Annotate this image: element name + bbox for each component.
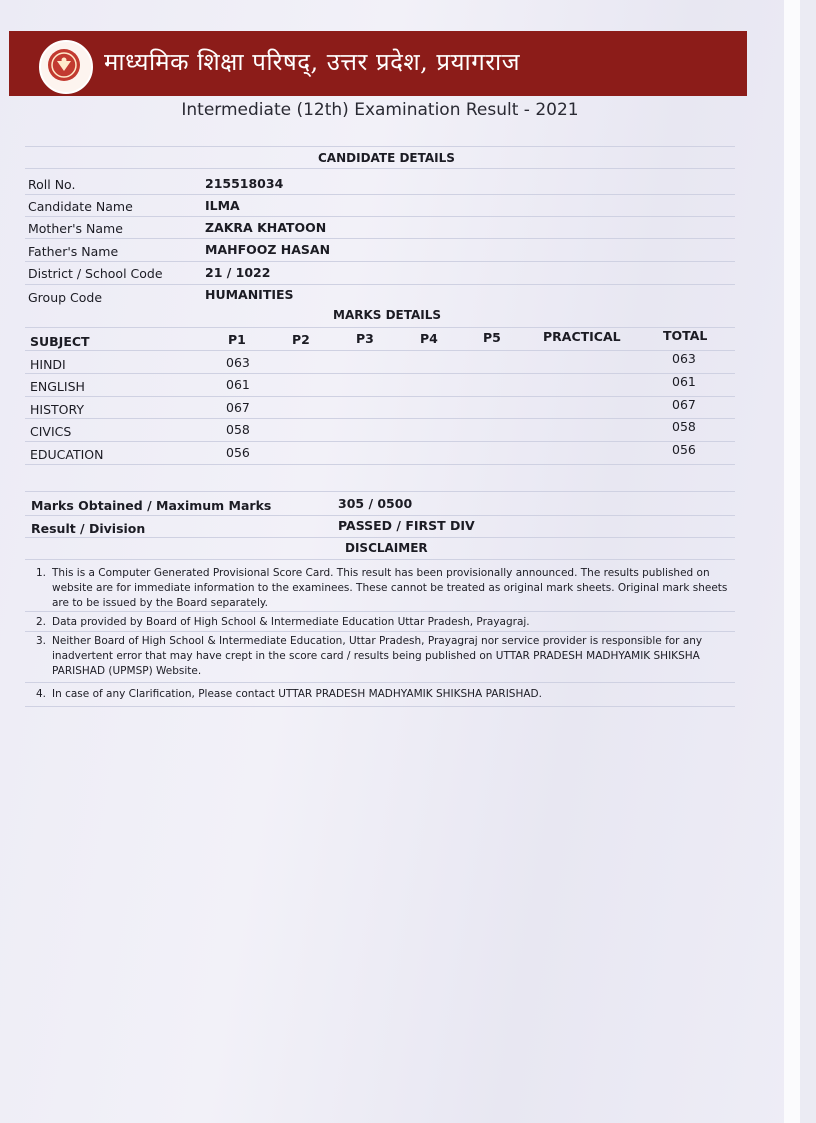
board-name-hindi: माध्यमिक शिक्षा परिषद्, उत्तर प्रदेश, प्रयागराज [104, 48, 521, 76]
mother-name-value: ZAKRA KHATOON [205, 220, 327, 235]
roll-no-label: Roll No. [28, 177, 76, 192]
subject-cell: HINDI [30, 357, 66, 372]
divider [25, 464, 735, 465]
divider [25, 706, 735, 707]
total-cell: 067 [672, 397, 696, 412]
total-cell: 058 [672, 419, 696, 434]
divider [25, 373, 735, 374]
page-edge [784, 0, 800, 1123]
father-name-label: Father's Name [28, 244, 119, 259]
col-subject: SUBJECT [30, 334, 90, 349]
disclaimer-item-text: This is a Computer Generated Provisional Score Card. This result has been provisionally announced. The results published on website are for immediate information to the examinees. These cannot be treated as original mark sheets. Original mark sheets are to be issued by the Board separately. [52, 567, 728, 609]
divider [25, 682, 735, 683]
p1-cell: 067 [226, 400, 250, 415]
divider [25, 611, 735, 612]
disclaimer-item-text: Neither Board of High School & Intermediate Education, Uttar Pradesh, Prayagraj nor service provider is responsible for any inadvertent error that may have crept in the score card / results being published on UTTAR PRADESH MADHYAMIK SHIKSHA PARISHAD (UPMSP) Website. [52, 635, 703, 677]
divider [25, 631, 735, 632]
divider [25, 418, 735, 419]
total-cell: 056 [672, 442, 696, 457]
p1-cell: 056 [226, 445, 250, 460]
divider [25, 284, 735, 285]
divider [25, 559, 735, 560]
disclaimer-item-number: 1. [36, 567, 47, 579]
divider [25, 216, 735, 217]
total-cell: 063 [672, 351, 696, 366]
subject-cell: EDUCATION [30, 447, 104, 462]
disclaimer-item-number: 2. [36, 616, 47, 628]
disclaimer-title: DISCLAIMER [345, 541, 428, 555]
father-name-value: MAHFOOZ HASAN [205, 242, 331, 257]
divider [25, 327, 735, 328]
disclaimer-item-text: Data provided by Board of High School & Intermediate Education Uttar Pradesh, Prayagraj. [52, 616, 530, 628]
total-cell: 061 [672, 374, 696, 389]
subject-cell: CIVICS [30, 424, 72, 439]
divider [25, 350, 735, 351]
board-emblem-icon [39, 40, 93, 94]
candidate-section-title: CANDIDATE DETAILS [318, 151, 455, 165]
mother-name-label: Mother's Name [28, 221, 123, 236]
disclaimer-item [36, 634, 734, 679]
col-p4: P4 [420, 331, 438, 346]
group-code-label: Group Code [28, 290, 103, 305]
divider [25, 146, 735, 147]
roll-no-value: 215518034 [205, 176, 284, 191]
divider [25, 238, 735, 239]
divider [25, 441, 735, 442]
marks-obtained-label: Marks Obtained / Maximum Marks [31, 498, 272, 513]
p1-cell: 058 [226, 422, 250, 437]
p1-cell: 061 [226, 377, 250, 392]
divider [25, 491, 735, 492]
divider [25, 537, 735, 538]
p1-cell: 063 [226, 355, 250, 370]
col-p1: P1 [228, 332, 246, 347]
result-value: PASSED / FIRST DIV [338, 518, 475, 533]
col-practical: PRACTICAL [543, 329, 621, 344]
col-p2: P2 [292, 332, 310, 347]
marks-section-title: MARKS DETAILS [333, 308, 442, 322]
divider [25, 261, 735, 262]
school-code-label: District / School Code [28, 266, 163, 281]
disclaimer-item [36, 687, 734, 702]
divider [25, 168, 735, 169]
exam-title: Intermediate (12th) Examination Result - 2021 [181, 100, 579, 120]
divider [25, 515, 735, 516]
col-total: TOTAL [663, 328, 708, 343]
result-label: Result / Division [31, 521, 146, 536]
subject-cell: ENGLISH [30, 379, 85, 394]
marks-obtained-value: 305 / 0500 [338, 496, 413, 511]
school-code-value: 21 / 1022 [205, 265, 271, 280]
subject-cell: HISTORY [30, 402, 85, 417]
divider [25, 194, 735, 195]
col-p5: P5 [483, 330, 501, 345]
candidate-name-value: ILMA [205, 198, 240, 213]
disclaimer-item-number: 4. [36, 688, 47, 700]
disclaimer-item-text: In case of any Clarification, Please contact UTTAR PRADESH MADHYAMIK SHIKSHA PARISHAD. [52, 688, 542, 700]
col-p3: P3 [356, 331, 374, 346]
candidate-name-label: Candidate Name [28, 199, 133, 214]
divider [25, 396, 735, 397]
disclaimer-item [36, 615, 734, 630]
group-code-value: HUMANITIES [205, 287, 294, 302]
board-header-banner [9, 31, 747, 96]
disclaimer-item [36, 566, 734, 611]
disclaimer-item-number: 3. [36, 635, 47, 647]
